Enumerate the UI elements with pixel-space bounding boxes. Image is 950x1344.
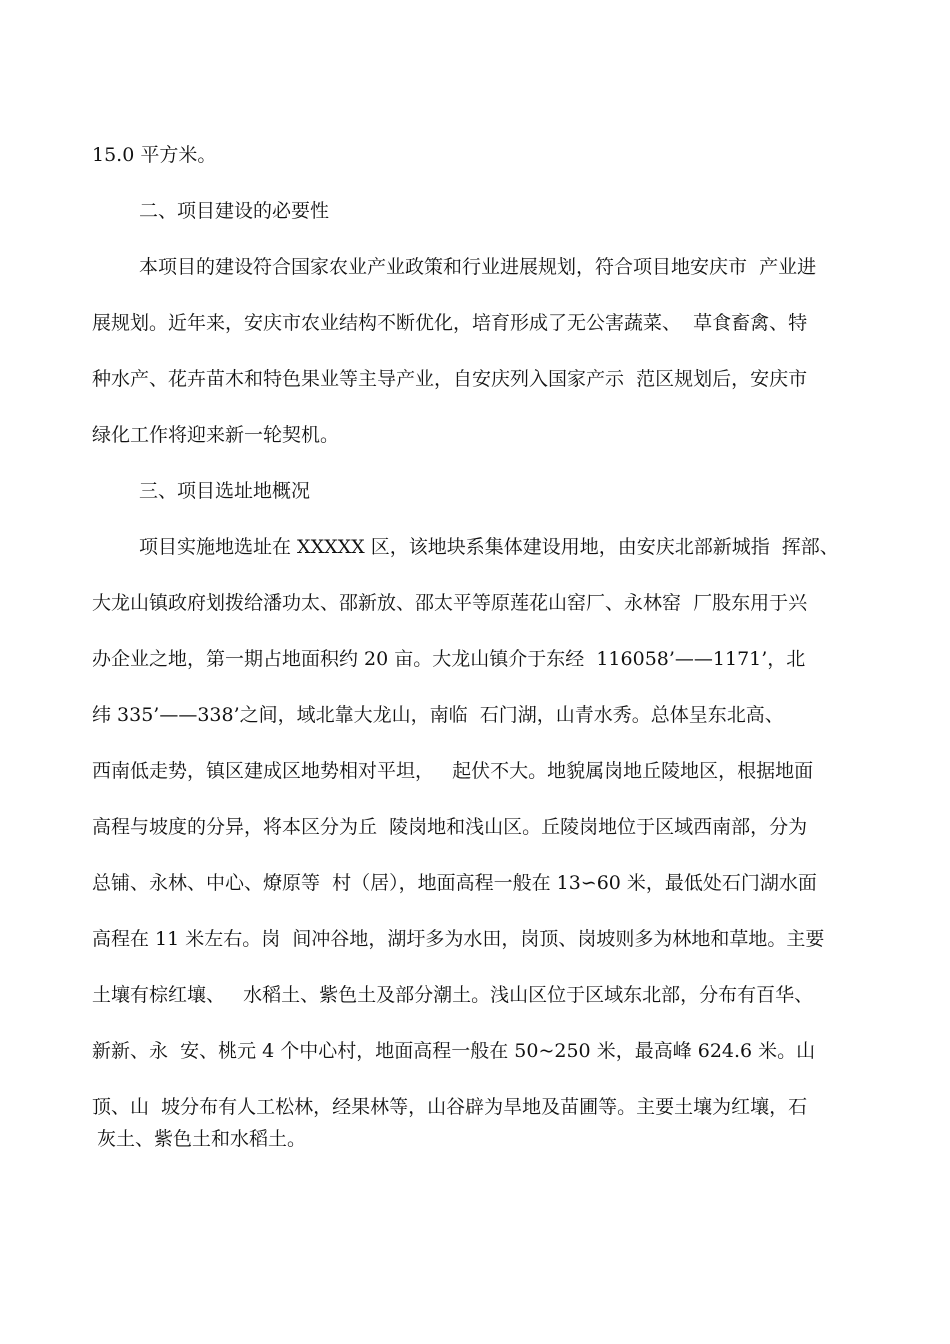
paragraph-line: 项目实施地选址在 XXXXX 区，该地块系集体建设用地，由安庆北部新城指 挥部、 <box>139 536 839 558</box>
paragraph-line: 绿化工作将迎来新一轮契机。 <box>92 424 340 446</box>
paragraph-line: 顶、山 坡分布有人工松林，经果林等，山谷辟为旱地及苗圃等。主要土壤为红壤，石 <box>92 1096 808 1118</box>
paragraph-line: 新新、永 安、桃元 4 个中心村，地面高程一般在 50~250 米，最高峰 624.6 米。山 <box>92 1040 816 1062</box>
paragraph-line: 纬 335’——338’之间，域北靠大龙山，南临 石门湖，山青水秀。总体呈东北高、 <box>92 704 784 726</box>
paragraph-line: 总铺、永林、中心、燎原等 村（居），地面高程一般在 13∽60 米，最低处石门湖水面 <box>92 872 817 894</box>
paragraph-line: 本项目的建设符合国家农业产业政策和行业进展规划，符合项目地安庆市 产业进 <box>139 256 817 278</box>
paragraph-line: 高程在 11 米左右。岗 间冲谷地，湖圩多为水田，岗顶、岗坡则多为林地和草地。主要 <box>92 928 825 950</box>
paragraph-line: 高程与坡度的分异，将本区分为丘 陵岗地和浅山区。丘陵岗地位于区域西南部，分为 <box>92 816 808 838</box>
paragraph-line: 展规划。近年来，安庆市农业结构不断优化，培育形成了无公害蔬菜、 草食畜禽、特 <box>92 312 808 334</box>
section-heading: 二、项目建设的必要性 <box>139 200 330 222</box>
paragraph-line: 西南低走势，镇区建成区地势相对平坦， 起伏不大。地貌属岗地丘陵地区，根据地面 <box>92 760 814 782</box>
paragraph-line: 大龙山镇政府划拨给潘功太、邵新放、邵太平等原莲花山窑厂、永林窑 厂股东用于兴 <box>92 592 808 614</box>
section-heading: 三、项目选址地概况 <box>139 480 311 502</box>
paragraph-line: 土壤有棕红壤、 水稻土、紫色土及部分潮土。浅山区位于区域东北部，分布有百华、 <box>92 984 814 1006</box>
paragraph-line: 灰土、紫色土和水稻土。 <box>97 1128 307 1150</box>
paragraph-line: 15.0 平方米。 <box>92 144 217 166</box>
paragraph-line: 办企业之地，第一期占地面积约 20 亩。大龙山镇介于东经 116058’——1171’，北 <box>92 648 806 670</box>
paragraph-line: 种水产、花卉苗木和特色果业等主导产业，自安庆列入国家产示 范区规划后，安庆市 <box>92 368 808 390</box>
